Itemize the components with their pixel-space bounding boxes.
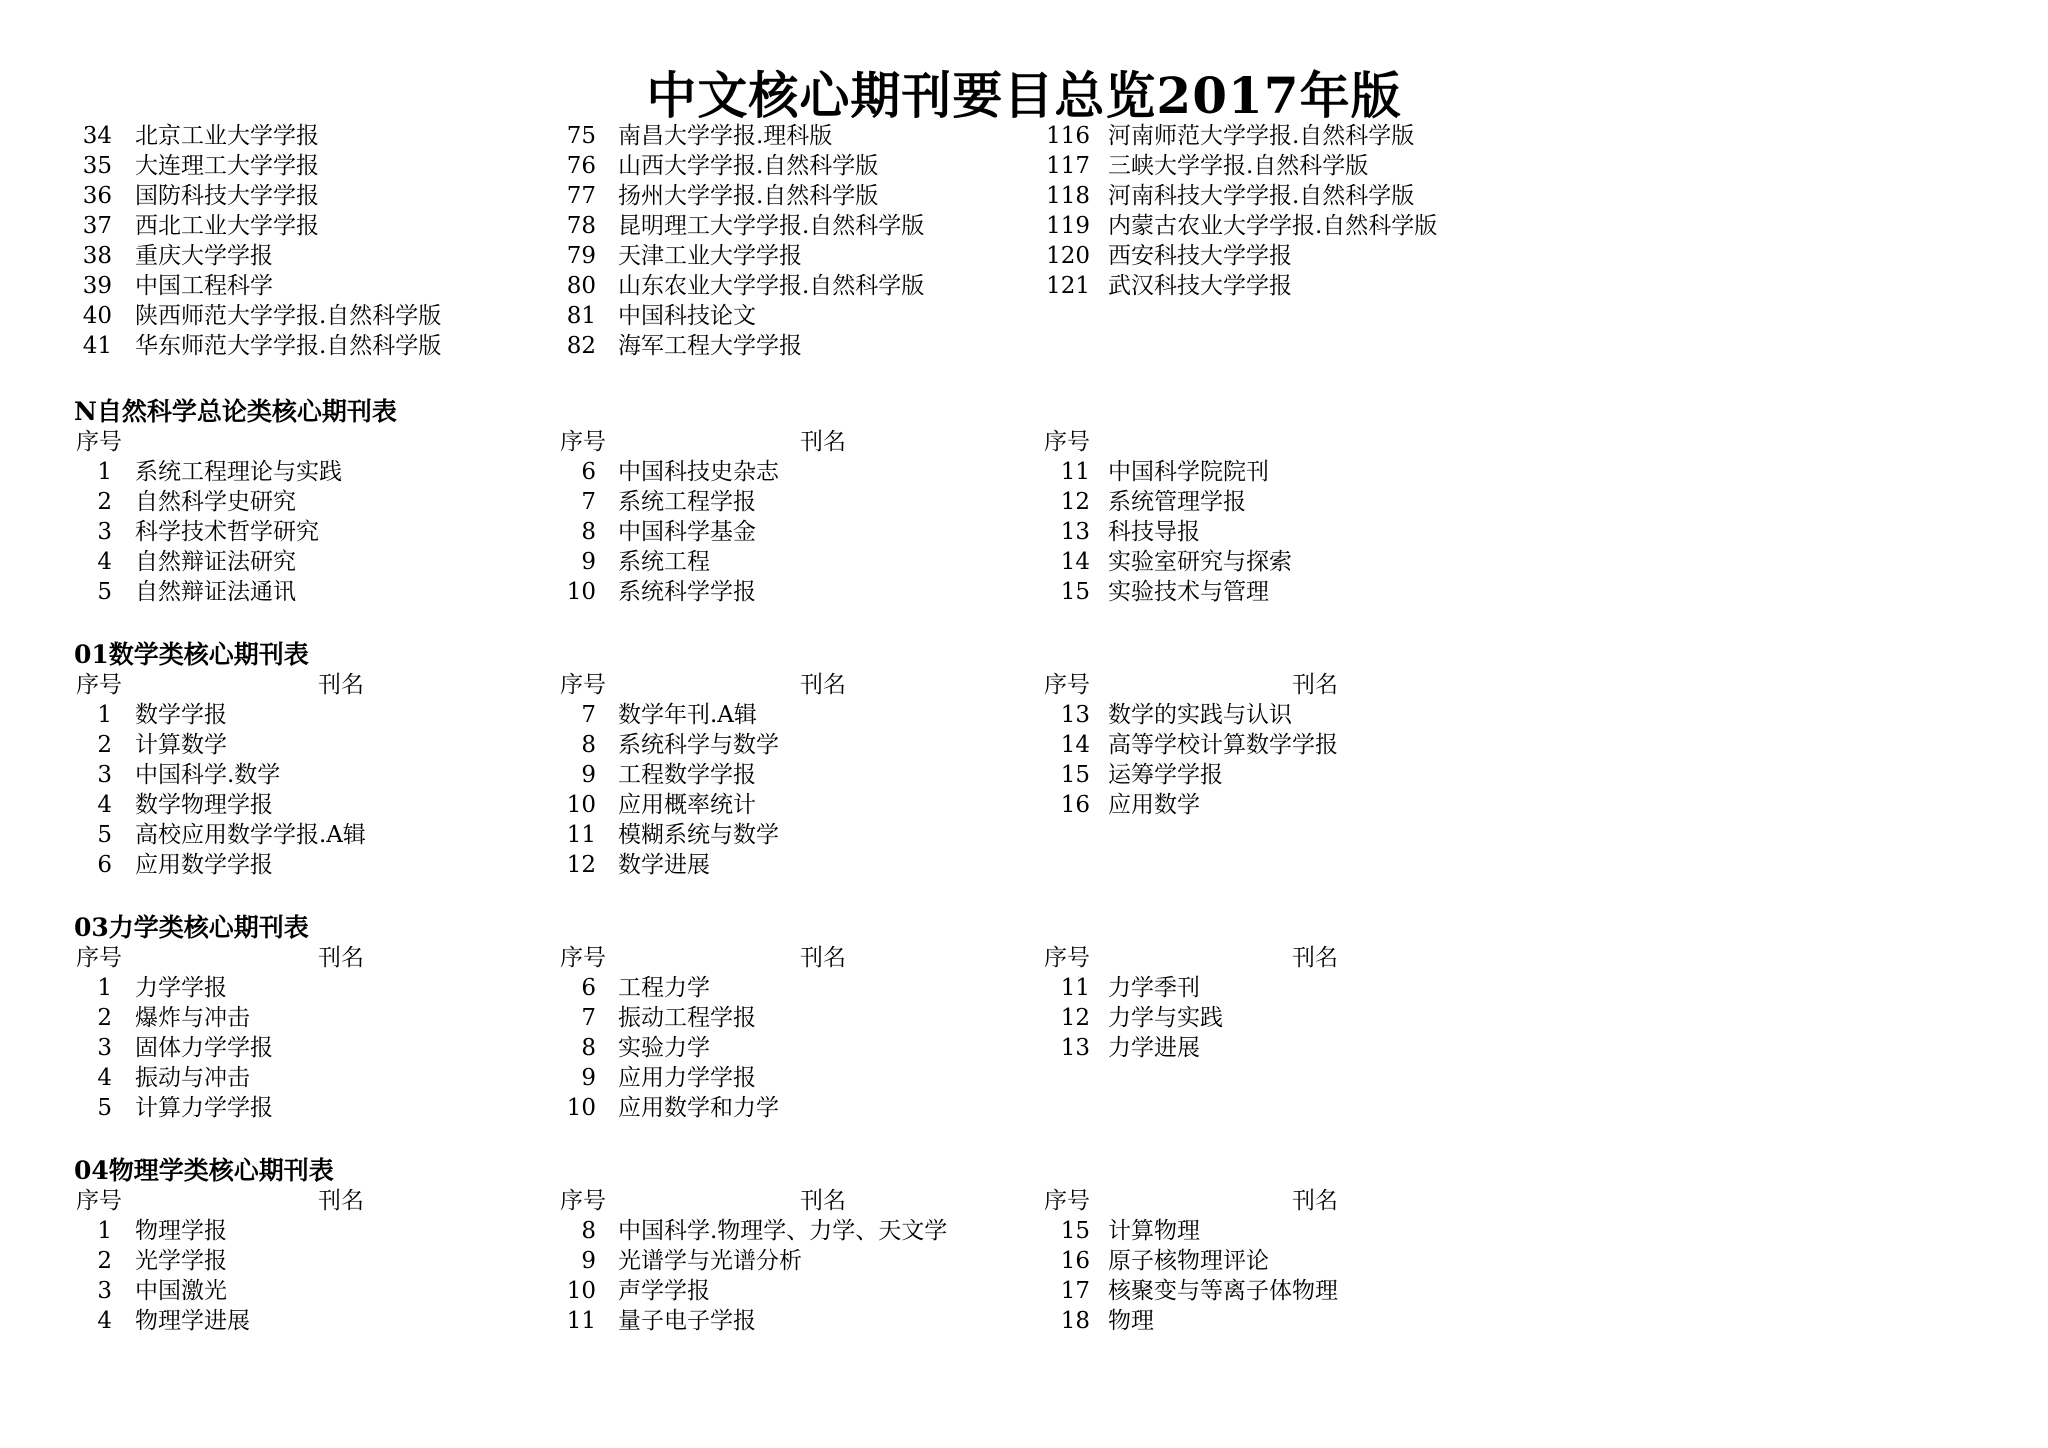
journal-number: 11 xyxy=(1060,975,1090,1001)
journal-name: 固体力学学报 xyxy=(135,1035,273,1061)
journal-number: 120 xyxy=(1046,243,1090,269)
journal-name: 中国科学基金 xyxy=(618,519,756,545)
table-row xyxy=(0,730,2048,760)
journal-number: 37 xyxy=(82,213,112,239)
table-row xyxy=(0,301,2048,331)
column-header-seq: 序号 xyxy=(560,429,606,455)
journal-number: 118 xyxy=(1046,183,1090,209)
journal-number: 4 xyxy=(97,549,112,575)
journal-number: 2 xyxy=(97,1248,112,1274)
journal-name: 计算力学学报 xyxy=(135,1095,273,1121)
journal-name: 核聚变与等离子体物理 xyxy=(1108,1278,1338,1304)
journal-name: 系统科学与数学 xyxy=(618,732,779,758)
journal-number: 82 xyxy=(566,333,596,359)
journal-name: 量子电子学报 xyxy=(618,1308,756,1334)
journal-number: 15 xyxy=(1060,579,1090,605)
journal-number: 1 xyxy=(97,1218,112,1244)
table-row xyxy=(0,1033,2048,1063)
journal-number: 7 xyxy=(581,702,596,728)
journal-number: 15 xyxy=(1060,1218,1090,1244)
journal-name: 河南师范大学学报.自然科学版 xyxy=(1108,123,1415,149)
column-header-seq: 序号 xyxy=(76,1188,122,1214)
journal-name: 中国工程科学 xyxy=(135,273,273,299)
journal-name: 内蒙古农业大学学报.自然科学版 xyxy=(1108,213,1438,239)
column-header-name: 刊名 xyxy=(1292,672,1338,698)
journal-name: 力学与实践 xyxy=(1108,1005,1223,1031)
journal-name: 工程数学学报 xyxy=(618,762,756,788)
journal-number: 4 xyxy=(97,1065,112,1091)
journal-name: 实验力学 xyxy=(618,1035,710,1061)
journal-name: 西安科技大学学报 xyxy=(1108,243,1292,269)
journal-name: 力学学报 xyxy=(135,975,227,1001)
journal-number: 13 xyxy=(1060,702,1090,728)
journal-name: 系统科学学报 xyxy=(618,579,756,605)
column-header-seq: 序号 xyxy=(560,945,606,971)
column-header-seq: 序号 xyxy=(1044,1188,1090,1214)
column-header-name: 刊名 xyxy=(800,429,846,455)
journal-number: 4 xyxy=(97,1308,112,1334)
table-row xyxy=(0,700,2048,730)
journal-name: 天津工业大学学报 xyxy=(618,243,802,269)
journal-number: 5 xyxy=(97,1095,112,1121)
column-header-seq: 序号 xyxy=(76,945,122,971)
table-row xyxy=(0,547,2048,577)
journal-name: 应用力学学报 xyxy=(618,1065,756,1091)
journal-name: 实验室研究与探索 xyxy=(1108,549,1292,575)
journal-number: 40 xyxy=(82,303,112,329)
table-header-row xyxy=(0,427,2048,457)
journal-number: 9 xyxy=(581,549,596,575)
journal-name: 中国科学.数学 xyxy=(135,762,281,788)
journal-name: 武汉科技大学学报 xyxy=(1108,273,1292,299)
journal-name: 数学进展 xyxy=(618,852,710,878)
journal-name: 扬州大学学报.自然科学版 xyxy=(618,183,879,209)
journal-name: 陕西师范大学学报.自然科学版 xyxy=(135,303,442,329)
journal-name: 数学的实践与认识 xyxy=(1108,702,1292,728)
journal-name: 昆明理工大学学报.自然科学版 xyxy=(618,213,925,239)
journal-name: 北京工业大学学报 xyxy=(135,123,319,149)
journal-name: 力学进展 xyxy=(1108,1035,1200,1061)
journal-name: 物理学报 xyxy=(135,1218,227,1244)
journal-name: 大连理工大学学报 xyxy=(135,153,319,179)
table-row xyxy=(0,457,2048,487)
journal-number: 78 xyxy=(566,213,596,239)
journal-name: 力学季刊 xyxy=(1108,975,1200,1001)
journal-name: 系统工程学报 xyxy=(618,489,756,515)
column-header-name: 刊名 xyxy=(318,672,364,698)
journal-number: 38 xyxy=(82,243,112,269)
journal-number: 9 xyxy=(581,762,596,788)
journal-name: 三峡大学学报.自然科学版 xyxy=(1108,153,1369,179)
journal-name: 声学学报 xyxy=(618,1278,710,1304)
journal-name: 南昌大学学报.理科版 xyxy=(618,123,833,149)
journal-number: 1 xyxy=(97,702,112,728)
journal-number: 10 xyxy=(566,1095,596,1121)
journal-name: 物理学进展 xyxy=(135,1308,250,1334)
table-row xyxy=(0,760,2048,790)
journal-number: 2 xyxy=(97,489,112,515)
journal-name: 应用数学和力学 xyxy=(618,1095,779,1121)
journal-name: 山东农业大学学报.自然科学版 xyxy=(618,273,925,299)
journal-number: 117 xyxy=(1046,153,1090,179)
journal-name: 海军工程大学学报 xyxy=(618,333,802,359)
column-header-name: 刊名 xyxy=(800,945,846,971)
table-row xyxy=(0,1246,2048,1276)
journal-name: 模糊系统与数学 xyxy=(618,822,779,848)
journal-number: 10 xyxy=(566,792,596,818)
journal-name: 自然辩证法研究 xyxy=(135,549,296,575)
table-row xyxy=(0,1276,2048,1306)
table-row xyxy=(0,850,2048,880)
journal-number: 80 xyxy=(566,273,596,299)
table-header-row xyxy=(0,1186,2048,1216)
journal-number: 17 xyxy=(1060,1278,1090,1304)
journal-name: 工程力学 xyxy=(618,975,710,1001)
journal-name: 应用概率统计 xyxy=(618,792,756,818)
journal-name: 科学技术哲学研究 xyxy=(135,519,319,545)
journal-name: 中国科技论文 xyxy=(618,303,756,329)
journal-number: 14 xyxy=(1060,549,1090,575)
section-heading: 04物理学类核心期刊表 xyxy=(74,1156,334,1185)
journal-number: 2 xyxy=(97,732,112,758)
journal-name: 中国科学.物理学、力学、天文学 xyxy=(618,1218,948,1244)
column-header-seq: 序号 xyxy=(560,1188,606,1214)
journal-number: 16 xyxy=(1060,792,1090,818)
journal-number: 39 xyxy=(82,273,112,299)
table-row xyxy=(0,577,2048,607)
table-row xyxy=(0,517,2048,547)
table-row xyxy=(0,790,2048,820)
table-row xyxy=(0,1306,2048,1336)
journal-number: 8 xyxy=(581,1035,596,1061)
journal-number: 75 xyxy=(566,123,596,149)
journal-name: 应用数学学报 xyxy=(135,852,273,878)
journal-number: 3 xyxy=(97,762,112,788)
journal-name: 原子核物理评论 xyxy=(1108,1248,1269,1274)
journal-number: 11 xyxy=(566,1308,596,1334)
journal-name: 高校应用数学学报.A辑 xyxy=(135,822,366,848)
journal-number: 14 xyxy=(1060,732,1090,758)
journal-number: 116 xyxy=(1046,123,1090,149)
journal-number: 81 xyxy=(566,303,596,329)
journal-name: 振动与冲击 xyxy=(135,1065,250,1091)
journal-name: 系统管理学报 xyxy=(1108,489,1246,515)
column-header-name: 刊名 xyxy=(318,1188,364,1214)
table-row xyxy=(0,181,2048,211)
journal-name: 中国激光 xyxy=(135,1278,227,1304)
journal-name: 中国科技史杂志 xyxy=(618,459,779,485)
journal-name: 西北工业大学学报 xyxy=(135,213,319,239)
journal-number: 8 xyxy=(581,732,596,758)
journal-number: 3 xyxy=(97,519,112,545)
column-header-name: 刊名 xyxy=(800,1188,846,1214)
journal-name: 国防科技大学学报 xyxy=(135,183,319,209)
journal-number: 10 xyxy=(566,579,596,605)
journal-name: 爆炸与冲击 xyxy=(135,1005,250,1031)
journal-number: 6 xyxy=(581,459,596,485)
journal-number: 34 xyxy=(82,123,112,149)
column-header-seq: 序号 xyxy=(76,672,122,698)
journal-name: 自然科学史研究 xyxy=(135,489,296,515)
table-row xyxy=(0,1216,2048,1246)
journal-name: 光学学报 xyxy=(135,1248,227,1274)
journal-name: 河南科技大学学报.自然科学版 xyxy=(1108,183,1415,209)
journal-number: 5 xyxy=(97,822,112,848)
journal-name: 应用数学 xyxy=(1108,792,1200,818)
journal-number: 18 xyxy=(1060,1308,1090,1334)
journal-number: 77 xyxy=(566,183,596,209)
section-heading: 01数学类核心期刊表 xyxy=(74,640,309,669)
journal-number: 8 xyxy=(581,519,596,545)
journal-number: 41 xyxy=(82,333,112,359)
journal-number: 9 xyxy=(581,1248,596,1274)
journal-name: 华东师范大学学报.自然科学版 xyxy=(135,333,442,359)
table-row xyxy=(0,121,2048,151)
journal-number: 76 xyxy=(566,153,596,179)
journal-number: 35 xyxy=(82,153,112,179)
journal-number: 8 xyxy=(581,1218,596,1244)
journal-number: 36 xyxy=(82,183,112,209)
journal-name: 数学物理学报 xyxy=(135,792,273,818)
journal-number: 7 xyxy=(581,489,596,515)
journal-name: 数学年刊.A辑 xyxy=(618,702,757,728)
journal-number: 79 xyxy=(566,243,596,269)
journal-name: 计算物理 xyxy=(1108,1218,1200,1244)
journal-number: 7 xyxy=(581,1005,596,1031)
journal-number: 13 xyxy=(1060,1035,1090,1061)
journal-number: 12 xyxy=(1060,489,1090,515)
journal-number: 9 xyxy=(581,1065,596,1091)
journal-number: 13 xyxy=(1060,519,1090,545)
journal-name: 系统工程理论与实践 xyxy=(135,459,342,485)
journal-name: 振动工程学报 xyxy=(618,1005,756,1031)
journal-name: 物理 xyxy=(1108,1308,1154,1334)
journal-number: 5 xyxy=(97,579,112,605)
journal-name: 实验技术与管理 xyxy=(1108,579,1269,605)
column-header-seq: 序号 xyxy=(1044,945,1090,971)
journal-name: 系统工程 xyxy=(618,549,710,575)
journal-number: 3 xyxy=(97,1278,112,1304)
table-row xyxy=(0,151,2048,181)
column-header-seq: 序号 xyxy=(1044,672,1090,698)
section-heading: 03力学类核心期刊表 xyxy=(74,913,309,942)
table-header-row xyxy=(0,670,2048,700)
table-header-row xyxy=(0,943,2048,973)
journal-number: 4 xyxy=(97,792,112,818)
journal-name: 光谱学与光谱分析 xyxy=(618,1248,802,1274)
journal-number: 16 xyxy=(1060,1248,1090,1274)
journal-number: 15 xyxy=(1060,762,1090,788)
journal-number: 11 xyxy=(1060,459,1090,485)
journal-name: 重庆大学学报 xyxy=(135,243,273,269)
journal-name: 运筹学学报 xyxy=(1108,762,1223,788)
table-row xyxy=(0,241,2048,271)
journal-number: 6 xyxy=(97,852,112,878)
journal-number: 12 xyxy=(566,852,596,878)
column-header-name: 刊名 xyxy=(1292,945,1338,971)
journal-name: 计算数学 xyxy=(135,732,227,758)
page-title: 中文核心期刊要目总览2017年版 xyxy=(646,66,1402,125)
journal-name: 山西大学学报.自然科学版 xyxy=(618,153,879,179)
journal-number: 1 xyxy=(97,459,112,485)
journal-number: 6 xyxy=(581,975,596,1001)
table-row xyxy=(0,211,2048,241)
column-header-seq: 序号 xyxy=(560,672,606,698)
table-row xyxy=(0,331,2048,361)
journal-number: 2 xyxy=(97,1005,112,1031)
journal-name: 中国科学院院刊 xyxy=(1108,459,1269,485)
journal-number: 10 xyxy=(566,1278,596,1304)
journal-number: 3 xyxy=(97,1035,112,1061)
column-header-seq: 序号 xyxy=(76,429,122,455)
journal-number: 121 xyxy=(1046,273,1090,299)
table-row xyxy=(0,1063,2048,1093)
journal-number: 119 xyxy=(1046,213,1090,239)
table-row xyxy=(0,487,2048,517)
section-heading: N自然科学总论类核心期刊表 xyxy=(74,397,397,426)
table-row xyxy=(0,271,2048,301)
journal-name: 高等学校计算数学学报 xyxy=(1108,732,1338,758)
column-header-name: 刊名 xyxy=(1292,1188,1338,1214)
journal-number: 11 xyxy=(566,822,596,848)
table-row xyxy=(0,1093,2048,1123)
journal-number: 12 xyxy=(1060,1005,1090,1031)
journal-name: 数学学报 xyxy=(135,702,227,728)
column-header-name: 刊名 xyxy=(318,945,364,971)
table-row xyxy=(0,820,2048,850)
journal-number: 1 xyxy=(97,975,112,1001)
journal-name: 自然辩证法通讯 xyxy=(135,579,296,605)
table-row xyxy=(0,1003,2048,1033)
column-header-seq: 序号 xyxy=(1044,429,1090,455)
table-row xyxy=(0,973,2048,1003)
journal-name: 科技导报 xyxy=(1108,519,1200,545)
column-header-name: 刊名 xyxy=(800,672,846,698)
